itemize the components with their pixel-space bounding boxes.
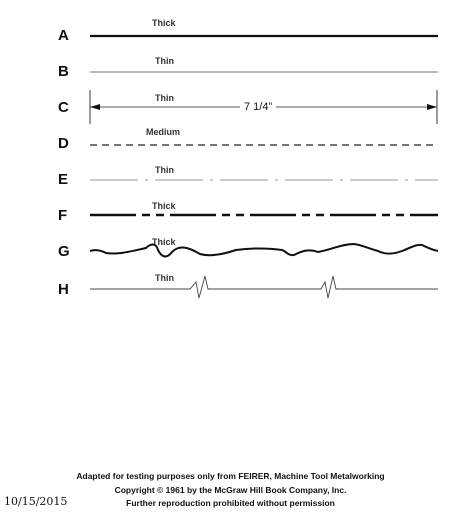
line-weight-label-c: Thin [155,93,174,103]
line-weight-label-b: Thin [155,56,174,66]
line-weight-label-e: Thin [155,165,174,175]
row-label-g: G [58,243,70,260]
row-label-b: B [58,63,69,80]
dimension-value-c: 7 1/4” [240,101,276,113]
line-weight-label-d: Medium [146,127,181,137]
row-label-a: A [58,27,69,44]
footer-source-line: Adapted for testing purposes only from FEIRER, Machine Tool Metalworking [76,471,385,481]
line-weight-label-g: Thick [152,237,176,247]
date-stamp: 10/15/2015 [4,495,68,508]
row-label-h: H [58,281,69,298]
line-h-thin-long-break [90,276,438,298]
footer-copyright-line: Copyright © 1961 by the McGraw Hill Book Company, Inc. [114,485,347,495]
row-label-f: F [58,207,68,224]
row-label-e: E [58,171,69,188]
row-label-d: D [58,135,69,152]
line-weight-label-h: Thin [155,273,174,283]
row-label-c: C [58,99,69,116]
line-weight-label-f: Thick [152,201,176,211]
line-g-thick-freehand-break [90,244,438,256]
footer-permission-line: Further reproduction prohibited without permission [126,498,335,508]
line-weight-label-a: Thick [152,18,176,28]
